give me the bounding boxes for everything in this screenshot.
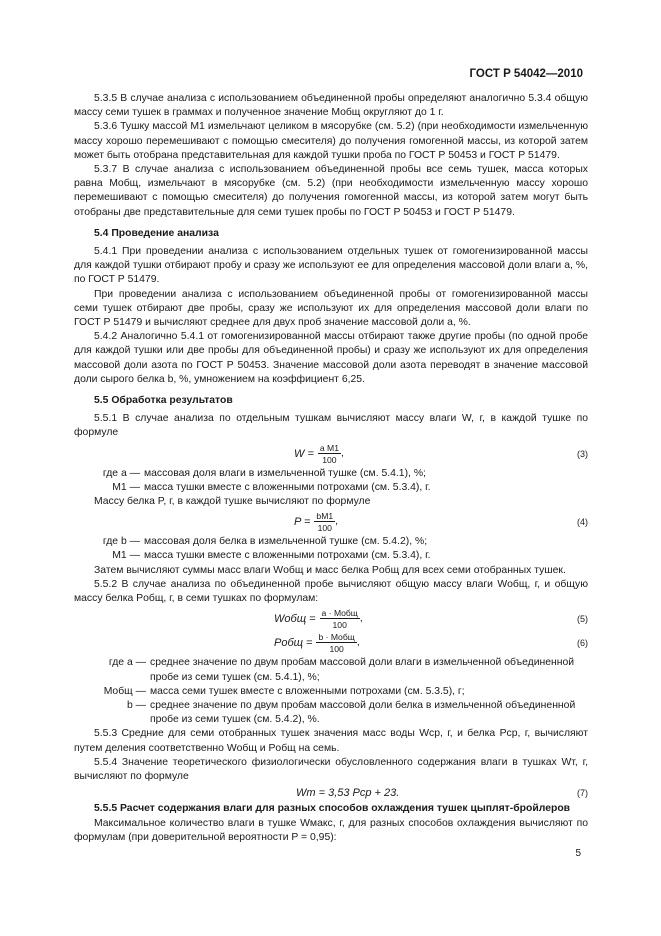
equation-fraction bbox=[318, 443, 341, 465]
equation-number: (3) bbox=[577, 448, 588, 459]
equation-tail: , bbox=[356, 637, 360, 649]
para-5-5-4: 5.5.4 Значение теоретического физиологически обусловленного содержания влаги в тушках Wт, г, вычисляют по формуле bbox=[74, 756, 588, 782]
fraction-denominator: 100 bbox=[322, 454, 337, 465]
equation-fraction bbox=[314, 511, 335, 533]
equation-text: Wт = 3,53 Pср + 23. bbox=[296, 787, 400, 800]
para-5-4-1: 5.4.1 При проведении анализа с использованием отдельных тушек от гомогенизированной массы для каждой тушки отбирают пробу и сразу же используют ее для определения массовой доли влаги a, %, по ГОСТ Р 51479. bbox=[74, 246, 588, 286]
equation-fraction bbox=[316, 632, 356, 654]
symbol-meaning: масса тушки вместе с вложенными потрохами (см. 5.3.4), г. bbox=[144, 481, 431, 493]
para-5-5-1: 5.5.1 В случае анализа по отдельным тушкам вычисляют массу влаги W, г, в каждой тушке по формуле bbox=[74, 413, 588, 439]
symbol-meaning: среднее значение по двум пробам массовой доли влаги в измельченной объединенной пробе из семи тушек (см. 5.4.1), %; bbox=[150, 657, 575, 683]
equation-4 bbox=[74, 511, 588, 533]
equation-lhs: Wобщ = bbox=[274, 613, 316, 626]
equation-tail: , bbox=[340, 447, 344, 459]
equation-5 bbox=[74, 608, 588, 630]
symbol-meaning: массовая доля влаги в измельченной тушке (см. 5.4.1), %; bbox=[144, 467, 426, 479]
equation-tail: , bbox=[335, 516, 339, 528]
equation-number: (7) bbox=[577, 788, 588, 799]
equation-lhs: Pобщ = bbox=[274, 637, 313, 650]
equation-number: (5) bbox=[577, 614, 588, 625]
para-5-3-7: 5.3.7 В случае анализа с использованием объединенной пробы все семь тушек, масса которых равна Mобщ, измельчают в мясорубке (см. 5.2) (при необходимости измельченную массу хорошо перемешивают с помощью смесителя) до получения гомогенной массы, из которой затем могут быть отобраны две представительные для семи тушек пробы по ГОСТ Р 50453 и ГОСТ Р 51479. bbox=[74, 164, 588, 218]
symbol: Mобщ — bbox=[103, 685, 146, 697]
section-heading-5-5: 5.5 Обработка результатов bbox=[94, 395, 233, 407]
para-5-5-2: 5.5.2 В случае анализа по объединенной пробе вычисляют общую массу влаги Wобщ, г, и общую массу белка Pобщ, г, в семи тушках по формулам: bbox=[74, 578, 588, 605]
fraction-numerator: b · Mобщ bbox=[318, 632, 355, 643]
para-sums: Затем вычисляют суммы масс влаги Wобщ и масс белка Pобщ для всех семи отобранных тушек. bbox=[94, 564, 566, 576]
para-protein-mass: Массу белка P, г, в каждой тушке вычисляют по формуле bbox=[94, 496, 371, 508]
symbol-definitions-5-6 bbox=[74, 656, 588, 727]
symbol-definitions-3 bbox=[74, 467, 588, 495]
equation-7 bbox=[74, 786, 588, 800]
fraction-numerator: a M1 bbox=[319, 442, 339, 453]
page-number: 5 bbox=[575, 848, 581, 859]
symbol: b — bbox=[126, 699, 146, 711]
equation-tail: , bbox=[359, 613, 363, 625]
symbol: где b — bbox=[102, 536, 140, 548]
fraction-denominator: 100 bbox=[332, 620, 347, 631]
fraction-numerator: a · Mобщ bbox=[321, 608, 358, 619]
equation-3 bbox=[74, 443, 588, 465]
para-5-5-5: Максимальное количество влаги в тушке Wмакс, г, для разных способов охлаждения вычисляют по формулам (при доверительной вероятности P = 0,95): bbox=[74, 817, 588, 843]
para-5-3-5: 5.3.5 В случае анализа с использованием объединенной пробы определяют аналогично 5.3.4 общую массу семи тушек в граммах и полученное значение Mобщ округляют до 1 г. bbox=[74, 93, 588, 119]
standard-id-header: ГОСТ Р 54042—2010 bbox=[469, 68, 583, 80]
equation-lhs: W = bbox=[294, 447, 314, 460]
equation-lhs: P = bbox=[294, 516, 311, 529]
symbol: где a — bbox=[108, 657, 146, 669]
symbol-meaning: масса семи тушек вместе с вложенными потрохами (см. 5.3.5), г; bbox=[150, 685, 465, 697]
symbol: M1 — bbox=[112, 550, 140, 562]
symbol: M1 — bbox=[112, 481, 140, 493]
para-5-5-3: 5.5.3 Средние для семи отобранных тушек значения масс воды Wср, г, и белка Pср, г, вычисляют путем деления соответственно Wобщ и Pобщ на семь. bbox=[74, 728, 588, 754]
section-heading-5-5-5: 5.5.5 Расчет содержания влаги для разных способов охлаждения тушек цыплят-бройлеров bbox=[94, 803, 571, 815]
equation-6 bbox=[74, 632, 588, 654]
para-5-3-6: 5.3.6 Тушку массой M1 измельчают целиком в мясорубке (см. 5.2) (при необходимости измельченную массу хорошо перемешивают с помощью смесителя) до получения гомогенной массы, из которой затем может быть отобрана представительная для каждой тушки проба по ГОСТ Р 50453 и ГОСТ Р 51479. bbox=[74, 121, 588, 161]
document-body bbox=[74, 92, 588, 845]
symbol: где a — bbox=[102, 467, 140, 479]
symbol-meaning: среднее значение по двум пробам массовой доли белка в измельченной объединенной пробе из семи тушек (см. 5.4.2), %. bbox=[150, 699, 576, 726]
section-heading-5-4: 5.4 Проведение анализа bbox=[94, 227, 219, 239]
equation-number: (6) bbox=[577, 638, 588, 649]
equation-number: (4) bbox=[577, 517, 588, 528]
fraction-denominator: 100 bbox=[329, 644, 344, 655]
fraction-numerator: bM1 bbox=[316, 511, 334, 522]
para-5-4-2: 5.4.2 Аналогично 5.4.1 от гомогенизированной массы отбирают также другие пробы (по одной пробе для каждой тушки или две пробы для объединенной пробы) и сразу же используют их для определения массовой доли азота по ГОСТ Р 50453. Значение массовой доли азота переводят в значение массовой доли сырого белка b, %, умножением на коэффициент 6,25. bbox=[74, 331, 588, 385]
fraction-denominator: 100 bbox=[317, 523, 332, 534]
para-5-4-1-b: При проведении анализа с использованием объединенной пробы от гомогенизированной массы семи тушек отбирают две пробы, сразу же используют их для определения массовой доли влаги по ГОСТ Р 51479 и вычисляют среднее для двух проб значение массовой доли a, %. bbox=[74, 288, 588, 329]
symbol-meaning: массовая доля белка в измельченной тушке (см. 5.4.2), %; bbox=[144, 536, 428, 548]
symbol-definitions-4 bbox=[74, 535, 588, 563]
equation-fraction bbox=[320, 608, 360, 630]
symbol-meaning: масса тушки вместе с вложенными потрохами (см. 5.3.4), г. bbox=[144, 550, 431, 562]
